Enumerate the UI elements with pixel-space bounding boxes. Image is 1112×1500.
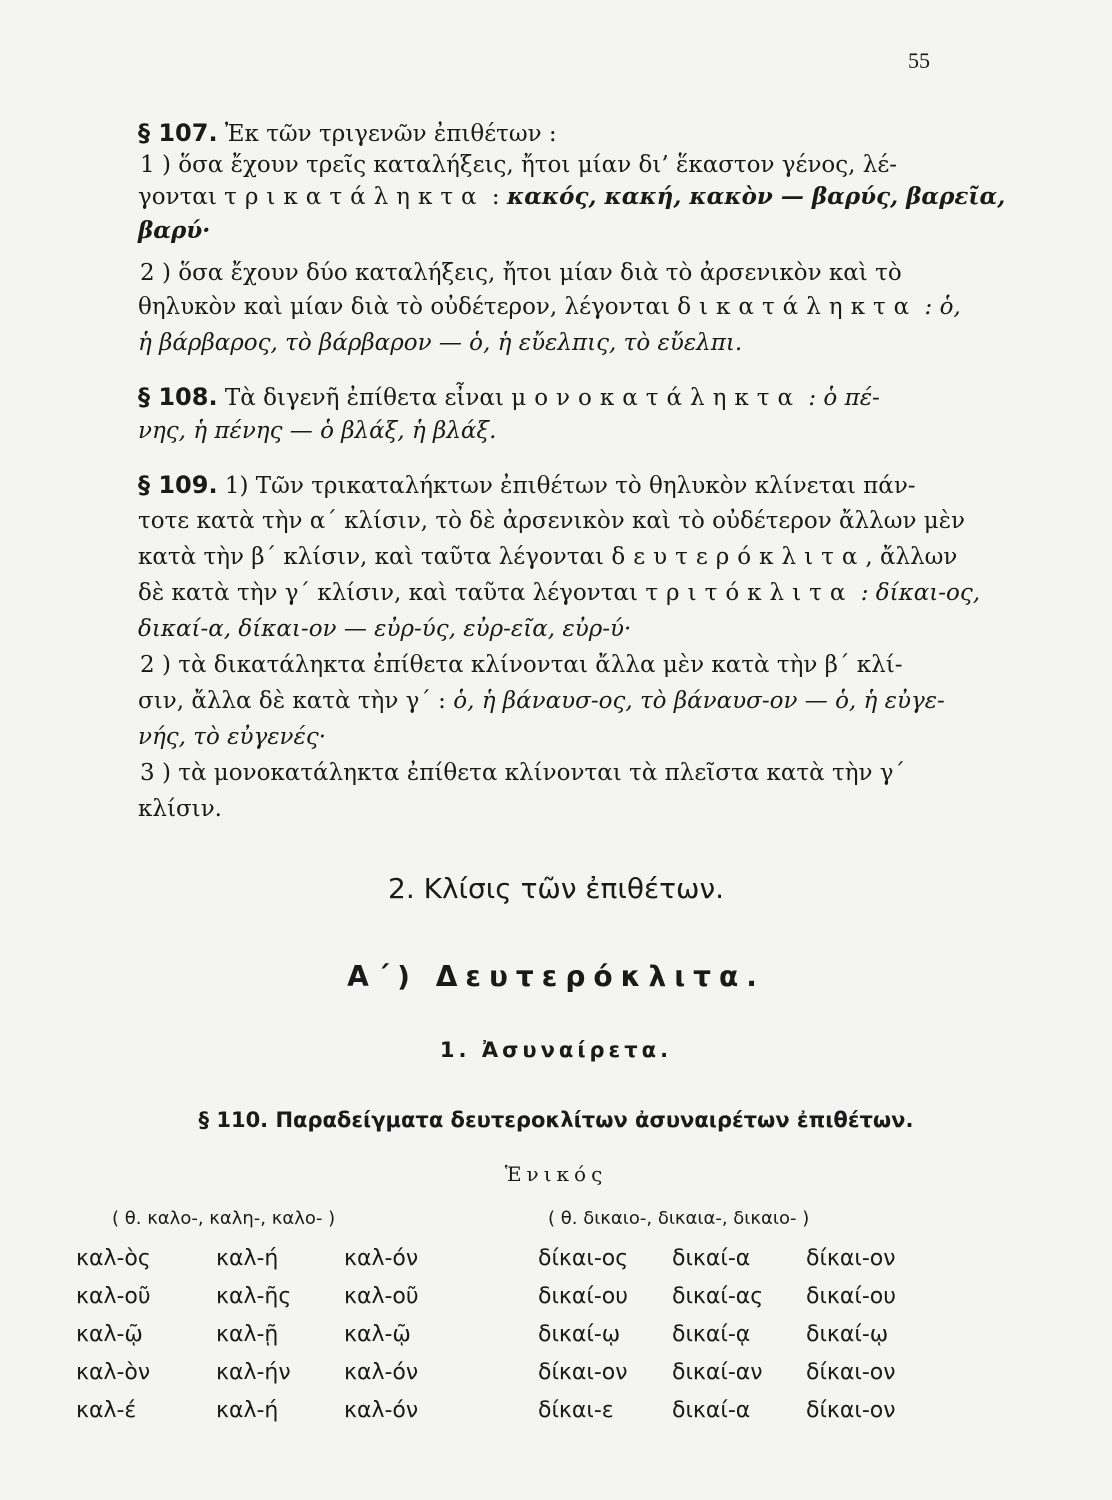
- s109-line-c: κατὰ τὴν β΄ κλίσιν, καὶ ταῦτα λέγονται δευτερόκλιτα, ἄλλων: [138, 544, 958, 570]
- paradigm-cell: καλ-όν: [344, 1246, 419, 1271]
- s107-p2-line-b: θηλυκὸν καὶ μίαν διὰ τὸ οὐδέτερον, λέγονται δικατάληκτα : ὁ,: [138, 294, 961, 320]
- paradigm-cell: καλ-ῷ: [344, 1322, 411, 1347]
- paradigm-cell: καλ-οῦ: [76, 1284, 151, 1309]
- chapter-heading: 2. Κλίσις τῶν ἐπιθέτων.: [388, 872, 724, 905]
- example-words: κακός, κακή, κακὸν — βαρύς, βαρεῖα,: [506, 183, 1006, 210]
- s108-line-a: § 108. Τὰ διγενῆ ἐπίθετα εἶναι μονοκατάληκτα : ὁ πέ-: [138, 383, 880, 411]
- subsection-heading: Α΄) Δευτερόκλιτα.: [347, 960, 765, 993]
- spaced-term: τριτόκλιτα: [645, 580, 854, 606]
- kalos-neut-column: [344, 1240, 484, 1430]
- section-number: § 109.: [138, 471, 218, 499]
- paradigm-cell: δικαί-ου: [538, 1284, 628, 1309]
- paradigm-cell: καλ-ῆς: [216, 1284, 292, 1309]
- paradigm-cell: δίκαι-ος: [538, 1246, 629, 1271]
- stem-left: ( θ. καλο-, καλη-, καλο- ): [112, 1208, 336, 1229]
- number-label: Ἑνικός: [504, 1162, 608, 1186]
- s109-line-a: § 109. 1) Τῶν τρικαταλήκτων ἐπιθέτων τὸ θηλυκὸν κλίνεται πάν-: [138, 471, 916, 499]
- s109-line-i: 3 ) τὰ μονοκατάληκτα ἐπίθετα κλίνονται τὰ πλεῖστα κατὰ τὴν γ΄: [140, 760, 906, 786]
- paradigm-cell: καλ-έ: [76, 1398, 137, 1423]
- spaced-term: δευτερόκλιτα: [611, 544, 866, 570]
- s107-line-1: § 107. Ἐκ τῶν τριγενῶν ἐπιθέτων :: [138, 119, 557, 147]
- s107-p2-line-a: 2 ) ὅσα ἔχουν δύο καταλήξεις, ἤτοι μίαν διὰ τὸ ἀρσενικὸν καὶ τὸ: [140, 260, 902, 286]
- s109-line-d: δὲ κατὰ τὴν γ΄ κλίσιν, καὶ ταῦτα λέγονται τριτόκλιτα : δίκαι-ος,: [138, 580, 981, 606]
- paradigm-cell: καλ-ή: [216, 1398, 279, 1423]
- s109-line-b: τοτε κατὰ τὴν α΄ κλίσιν, τὸ δὲ ἀρσενικὸν καὶ τὸ οὐδέτερον ἄλλων μὲν: [138, 508, 966, 534]
- s109-line-h: νής, τὸ εὐγενές·: [138, 724, 327, 750]
- s107-p1-line-c: βαρύ·: [138, 217, 211, 244]
- paradigm-cell: καλ-ὸν: [76, 1360, 151, 1385]
- paradigm-cell: δίκαι-ον: [538, 1360, 628, 1385]
- dikaios-masc-column: [538, 1240, 678, 1430]
- stem-right: ( θ. δικαιο-, δικαια-, δικαιο- ): [548, 1208, 810, 1229]
- paradigm-cell: δικαί-α: [672, 1398, 751, 1423]
- paradigm-cell: καλ-όν: [344, 1398, 419, 1423]
- paradigm-cell: καλ-ῇ: [216, 1322, 279, 1347]
- section-number: § 108.: [138, 383, 218, 411]
- spaced-term: δικατάληκτα: [677, 294, 918, 320]
- paradigm-cell: καλ-ήν: [216, 1360, 291, 1385]
- paradigm-cell: δίκαι-ον: [806, 1246, 896, 1271]
- s109-line-j: κλίσιν.: [138, 796, 222, 822]
- s110-heading: § 110. Παραδείγματα δευτεροκλίτων ἀσυναιρέτων ἐπιθέτων.: [198, 1108, 914, 1132]
- paradigm-cell: καλ-όν: [344, 1360, 419, 1385]
- paradigm-cell: δικαί-ῳ: [538, 1322, 621, 1347]
- paradigm-cell: δίκαι-ε: [538, 1398, 614, 1423]
- kalos-masc-column: [76, 1240, 216, 1430]
- paradigm-cell: δικαί-αν: [672, 1360, 763, 1385]
- paradigm-cell: δικαί-ας: [672, 1284, 764, 1309]
- s107-p1-line-a: 1 ) ὅσα ἔχουν τρεῖς καταλήξεις, ἤτοι μίαν δι’ ἕκαστον γένος, λέ-: [140, 152, 898, 178]
- s109-line-f: 2 ) τὰ δικατάληκτα ἐπίθετα κλίνονται ἄλλα μὲν κατὰ τὴν β΄ κλί-: [140, 652, 903, 678]
- dikaios-fem-column: [672, 1240, 812, 1430]
- section-number: § 107.: [138, 119, 218, 147]
- dikaios-neut-column: [806, 1240, 946, 1430]
- paradigm-cell: καλ-οῦ: [344, 1284, 419, 1309]
- paradigm-cell: καλ-ῷ: [76, 1322, 143, 1347]
- paradigm-cell: δικαί-ου: [806, 1284, 896, 1309]
- spaced-term: τρικατάληκτα: [224, 184, 485, 210]
- paradigm-cell: καλ-ὸς: [76, 1246, 151, 1271]
- subsubsection-heading: 1. Ἀσυναίρετα.: [439, 1038, 673, 1062]
- s109-line-g: σιν, ἄλλα δὲ κατὰ τὴν γ΄ : ὁ, ἡ βάναυσ-ος, τὸ βάναυσ-ον — ὁ, ἡ εὐγε-: [138, 688, 945, 714]
- s108-line-b: νης, ἡ πένης — ὁ βλάξ, ἡ βλάξ.: [138, 418, 497, 444]
- page-number: 55: [908, 48, 930, 73]
- s107-p2-line-c: ἡ βάρβαρος, τὸ βάρβαρον — ὁ, ἡ εὔελπις, τὸ εὔελπι.: [138, 330, 743, 356]
- kalos-fem-column: [216, 1240, 356, 1430]
- paradigm-cell: δικαί-ῳ: [806, 1322, 889, 1347]
- paradigm-cell: καλ-ή: [216, 1246, 279, 1271]
- s109-line-e: δικαί-α, δίκαι-ον — εὐρ-ύς, εὐρ-εῖα, εὐρ-ύ·: [138, 616, 632, 642]
- paradigm-cell: δίκαι-ον: [806, 1360, 896, 1385]
- s107-p1-line-b: γονται τρικατάληκτα : κακός, κακή, κακὸν — βαρύς, βαρεῖα,: [138, 183, 1006, 210]
- spaced-term: μονοκατάληκτα: [511, 385, 802, 411]
- paradigm-cell: δικαί-ᾳ: [672, 1322, 751, 1347]
- paradigm-cell: δικαί-α: [672, 1246, 751, 1271]
- paradigm-cell: δίκαι-ον: [806, 1398, 896, 1423]
